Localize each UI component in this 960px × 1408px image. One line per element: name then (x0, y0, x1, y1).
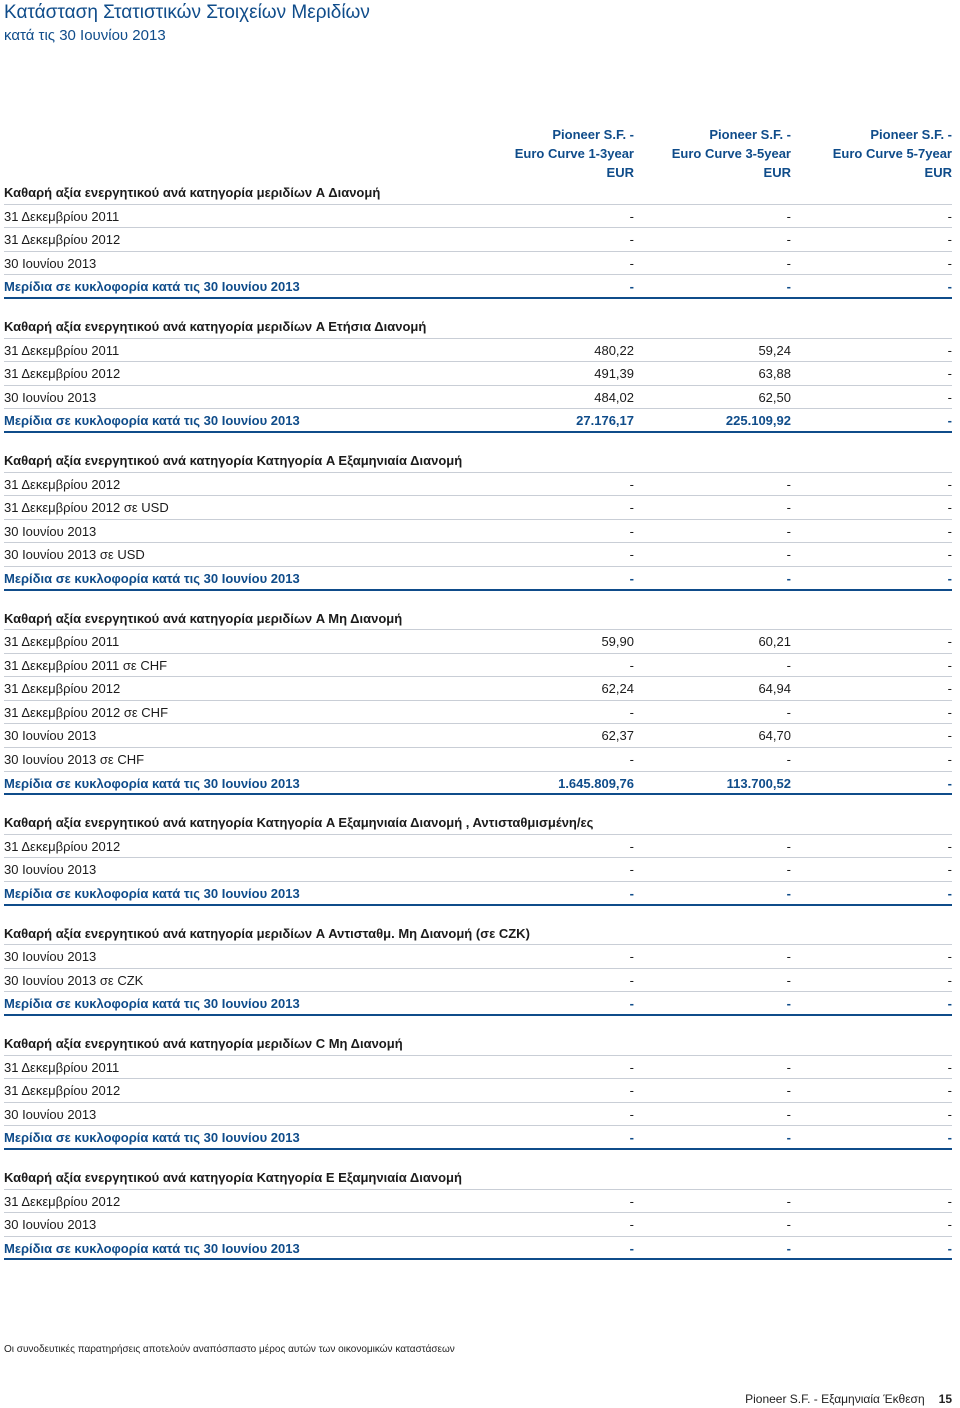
shares-outstanding-label: Μερίδια σε κυκλοφορία κατά τις 30 Ιουνίου 2013 (4, 775, 300, 791)
table-row (4, 724, 952, 748)
row-value: - (786, 972, 791, 988)
shares-outstanding-value: - (947, 1130, 952, 1146)
row-value: - (786, 523, 791, 539)
row-value: - (947, 366, 952, 382)
row-value: - (786, 255, 791, 271)
shares-outstanding-value: - (786, 996, 791, 1012)
shares-outstanding-row (4, 409, 952, 433)
row-label: 30 Ιουνίου 2013 σε USD (4, 547, 145, 563)
section-gap (4, 795, 952, 811)
shares-outstanding-value: - (629, 1240, 634, 1256)
column-header-fund: Pioneer S.F. - (552, 127, 634, 142)
shares-outstanding-value: 27.176,17 (576, 413, 634, 429)
row-value: - (629, 862, 634, 878)
row-value: - (629, 972, 634, 988)
row-value: - (786, 476, 791, 492)
shares-outstanding-value: - (629, 1130, 634, 1146)
section-gap (4, 591, 952, 607)
row-value: - (786, 208, 791, 224)
table-row (4, 1190, 952, 1214)
section-gap (4, 1150, 952, 1166)
row-value: - (947, 1059, 952, 1075)
row-value: - (786, 1106, 791, 1122)
row-label: 31 Δεκεμβρίου 2011 (4, 208, 120, 224)
row-label: 31 Δεκεμβρίου 2011 (4, 634, 120, 650)
row-value: - (947, 476, 952, 492)
shares-outstanding-row (4, 1126, 952, 1150)
row-value: - (629, 1106, 634, 1122)
shares-outstanding-label: Μερίδια σε κυκλοφορία κατά τις 30 Ιουνίου 2013 (4, 413, 300, 429)
row-value: - (629, 523, 634, 539)
row-value: - (629, 1059, 634, 1075)
table-row (4, 945, 952, 969)
row-value: - (629, 1217, 634, 1233)
section-title: Καθαρή αξία ενεργητικού ανά κατηγορία μεριδίων A Διανομή (4, 181, 952, 205)
table-row (4, 701, 952, 725)
row-value: - (629, 232, 634, 248)
page-number: 15 (938, 1392, 952, 1406)
table-row (4, 630, 952, 654)
section-gap (4, 906, 952, 922)
row-value: - (947, 1083, 952, 1099)
row-label: 31 Δεκεμβρίου 2012 (4, 476, 121, 492)
row-label: 31 Δεκεμβρίου 2012 σε USD (4, 500, 169, 516)
row-label: 30 Ιουνίου 2013 (4, 1217, 97, 1233)
row-value: - (629, 1083, 634, 1099)
column-header-2 (671, 125, 791, 182)
row-value: 59,24 (758, 342, 791, 358)
row-label: 31 Δεκεμβρίου 2012 (4, 838, 121, 854)
shares-outstanding-value: - (786, 570, 791, 586)
shares-outstanding-label: Μερίδια σε κυκλοφορία κατά τις 30 Ιουνίου 2013 (4, 279, 300, 295)
shares-outstanding-value: 225.109,92 (725, 413, 791, 429)
shares-outstanding-value: - (629, 886, 634, 902)
row-label: 30 Ιουνίου 2013 σε CZK (4, 972, 144, 988)
shares-outstanding-value: - (629, 279, 634, 295)
table-row (4, 969, 952, 993)
section-title: Καθαρή αξία ενεργητικού ανά κατηγορία μεριδίων C Μη Διανομή (4, 1032, 952, 1056)
row-label: 31 Δεκεμβρίου 2012 (4, 232, 121, 248)
row-label: 31 Δεκεμβρίου 2011 (4, 1059, 120, 1075)
row-value: - (786, 1059, 791, 1075)
table-row (4, 677, 952, 701)
shares-outstanding-row (4, 882, 952, 906)
row-label: 30 Ιουνίου 2013 (4, 949, 97, 965)
row-value: - (786, 1193, 791, 1209)
row-label: 30 Ιουνίου 2013 (4, 1106, 97, 1122)
column-header-fund: Pioneer S.F. - (870, 127, 952, 142)
column-header-subfund: Euro Curve 3-5year (671, 146, 791, 161)
column-header-3 (832, 125, 952, 182)
row-value: - (947, 1106, 952, 1122)
row-label: 31 Δεκεμβρίου 2012 (4, 1083, 121, 1099)
table-row (4, 339, 952, 363)
row-value: - (786, 862, 791, 878)
table-row (4, 1056, 952, 1080)
row-value: 480,22 (594, 342, 634, 358)
row-value: - (629, 1193, 634, 1209)
section-title: Καθαρή αξία ενεργητικού ανά κατηγορία μεριδίων A Μη Διανομή (4, 607, 952, 631)
shares-outstanding-value: - (786, 886, 791, 902)
column-headers (4, 125, 952, 181)
row-value: - (786, 752, 791, 768)
footnote: Οι συνοδευτικές παρατηρήσεις αποτελούν αναπόσπαστο μέρος αυτών των οικονομικών καταστάσεων (4, 1344, 455, 1355)
row-value: - (629, 547, 634, 563)
row-value: - (947, 949, 952, 965)
shares-outstanding-value: - (947, 570, 952, 586)
table-row (4, 1103, 952, 1127)
row-value: - (947, 634, 952, 650)
row-value: - (786, 500, 791, 516)
shares-outstanding-value: - (786, 279, 791, 295)
section-title: Καθαρή αξία ενεργητικού ανά κατηγορία Κατηγορία A Εξαμηνιαία Διανομή , Αντισταθμισμένη/ες (4, 811, 952, 835)
row-value: 60,21 (758, 634, 791, 650)
shares-outstanding-value: 1.645.809,76 (558, 775, 634, 791)
column-header-currency: EUR (763, 165, 791, 180)
table-row (4, 496, 952, 520)
row-value: - (947, 1217, 952, 1233)
row-value: - (947, 500, 952, 516)
table-row (4, 835, 952, 859)
section-title: Καθαρή αξία ενεργητικού ανά κατηγορία Κατηγορία E Εξαμηνιαία Διανομή (4, 1166, 952, 1190)
row-value: - (947, 389, 952, 405)
page-subtitle: κατά τις 30 Ιουνίου 2013 (4, 27, 166, 44)
row-value: - (947, 342, 952, 358)
row-value: - (629, 752, 634, 768)
row-label: 31 Δεκεμβρίου 2012 (4, 1193, 121, 1209)
row-label: 31 Δεκεμβρίου 2012 σε CHF (4, 704, 169, 720)
row-value: - (947, 838, 952, 854)
shares-outstanding-value: - (786, 1130, 791, 1146)
row-value: - (786, 1083, 791, 1099)
shares-outstanding-row (4, 992, 952, 1016)
row-value: - (947, 681, 952, 697)
row-value: 62,37 (601, 728, 634, 744)
row-label: 31 Δεκεμβρίου 2011 σε CHF (4, 657, 168, 673)
row-value: - (786, 1217, 791, 1233)
row-value: - (786, 232, 791, 248)
row-label: 30 Ιουνίου 2013 (4, 255, 97, 271)
shares-outstanding-row (4, 567, 952, 591)
table-row (4, 520, 952, 544)
row-label: 30 Ιουνίου 2013 (4, 862, 97, 878)
section-gap (4, 1016, 952, 1032)
shares-outstanding-value: - (629, 996, 634, 1012)
row-label: 31 Δεκεμβρίου 2012 (4, 681, 121, 697)
row-value: 62,50 (758, 389, 791, 405)
page-title: Κατάσταση Στατιστικών Στοιχείων Μεριδίων (4, 2, 370, 23)
shares-outstanding-value: - (629, 570, 634, 586)
row-value: - (947, 523, 952, 539)
row-value: 62,24 (601, 681, 634, 697)
shares-outstanding-label: Μερίδια σε κυκλοφορία κατά τις 30 Ιουνίου 2013 (4, 1130, 300, 1146)
table-row (4, 858, 952, 882)
row-value: - (947, 657, 952, 673)
shares-outstanding-value: - (786, 1240, 791, 1256)
column-header-1 (514, 125, 634, 182)
row-value: - (947, 255, 952, 271)
shares-outstanding-value: - (947, 775, 952, 791)
section-title: Καθαρή αξία ενεργητικού ανά κατηγορία μεριδίων A Αντισταθμ. Μη Διανομή (σε CZK) (4, 922, 952, 946)
row-value: 63,88 (758, 366, 791, 382)
column-header-subfund: Euro Curve 1-3year (514, 146, 634, 161)
row-value: - (947, 972, 952, 988)
row-value: - (947, 208, 952, 224)
shares-outstanding-label: Μερίδια σε κυκλοφορία κατά τις 30 Ιουνίου 2013 (4, 570, 300, 586)
table-row (4, 386, 952, 410)
shares-outstanding-value: - (947, 1240, 952, 1256)
table-row (4, 362, 952, 386)
shares-outstanding-value: - (947, 996, 952, 1012)
row-value: - (629, 476, 634, 492)
row-value: 59,90 (601, 634, 634, 650)
row-label: 30 Ιουνίου 2013 (4, 728, 97, 744)
page-footer (745, 1392, 952, 1406)
column-header-fund: Pioneer S.F. - (709, 127, 791, 142)
row-value: - (786, 657, 791, 673)
shares-outstanding-label: Μερίδια σε κυκλοφορία κατά τις 30 Ιουνίου 2013 (4, 996, 300, 1012)
section-gap (4, 299, 952, 315)
table-row (4, 748, 952, 772)
shares-outstanding-label: Μερίδια σε κυκλοφορία κατά τις 30 Ιουνίου 2013 (4, 886, 300, 902)
table-row (4, 654, 952, 678)
column-header-subfund: Euro Curve 5-7year (832, 146, 952, 161)
row-value: 484,02 (594, 389, 634, 405)
section-gap (4, 433, 952, 449)
row-value: - (629, 949, 634, 965)
row-value: - (947, 728, 952, 744)
row-value: - (786, 838, 791, 854)
row-label: 31 Δεκεμβρίου 2012 (4, 366, 121, 382)
shares-outstanding-value: - (947, 886, 952, 902)
table-row (4, 205, 952, 229)
row-value: - (947, 752, 952, 768)
row-value: - (786, 704, 791, 720)
row-label: 30 Ιουνίου 2013 (4, 523, 97, 539)
table-sections (4, 181, 952, 1260)
row-label: 30 Ιουνίου 2013 σε CHF (4, 752, 145, 768)
row-value: - (947, 232, 952, 248)
row-value: - (629, 255, 634, 271)
shares-outstanding-row (4, 1237, 952, 1261)
row-value: - (947, 704, 952, 720)
row-value: - (629, 838, 634, 854)
section-title: Καθαρή αξία ενεργητικού ανά κατηγορία μεριδίων A Ετήσια Διανομή (4, 315, 952, 339)
row-value: - (947, 862, 952, 878)
table-row (4, 473, 952, 497)
row-value: - (947, 1193, 952, 1209)
footer-text: Pioneer S.F. - Εξαμηνιαία Έκθεση (745, 1392, 925, 1406)
table-row (4, 1079, 952, 1103)
row-value: - (786, 949, 791, 965)
column-header-currency: EUR (924, 165, 952, 180)
row-value: - (629, 208, 634, 224)
row-value: - (629, 500, 634, 516)
row-value: - (947, 547, 952, 563)
shares-outstanding-value: - (947, 413, 952, 429)
shares-outstanding-row (4, 275, 952, 299)
shares-outstanding-value: - (947, 279, 952, 295)
row-value: - (786, 547, 791, 563)
statistics-table (4, 125, 952, 1260)
row-value: - (629, 657, 634, 673)
shares-outstanding-label: Μερίδια σε κυκλοφορία κατά τις 30 Ιουνίου 2013 (4, 1240, 300, 1256)
shares-outstanding-value: 113.700,52 (726, 775, 791, 791)
table-row (4, 1213, 952, 1237)
table-row (4, 228, 952, 252)
shares-outstanding-row (4, 772, 952, 796)
row-value: 491,39 (594, 366, 634, 382)
column-header-currency: EUR (606, 165, 634, 180)
row-label: 31 Δεκεμβρίου 2011 (4, 342, 120, 358)
row-value: - (629, 704, 634, 720)
section-title: Καθαρή αξία ενεργητικού ανά κατηγορία Κατηγορία A Εξαμηνιαία Διανομή (4, 449, 952, 473)
row-value: 64,70 (758, 728, 791, 744)
table-row (4, 543, 952, 567)
row-label: 30 Ιουνίου 2013 (4, 389, 97, 405)
table-row (4, 252, 952, 276)
row-value: 64,94 (758, 681, 791, 697)
